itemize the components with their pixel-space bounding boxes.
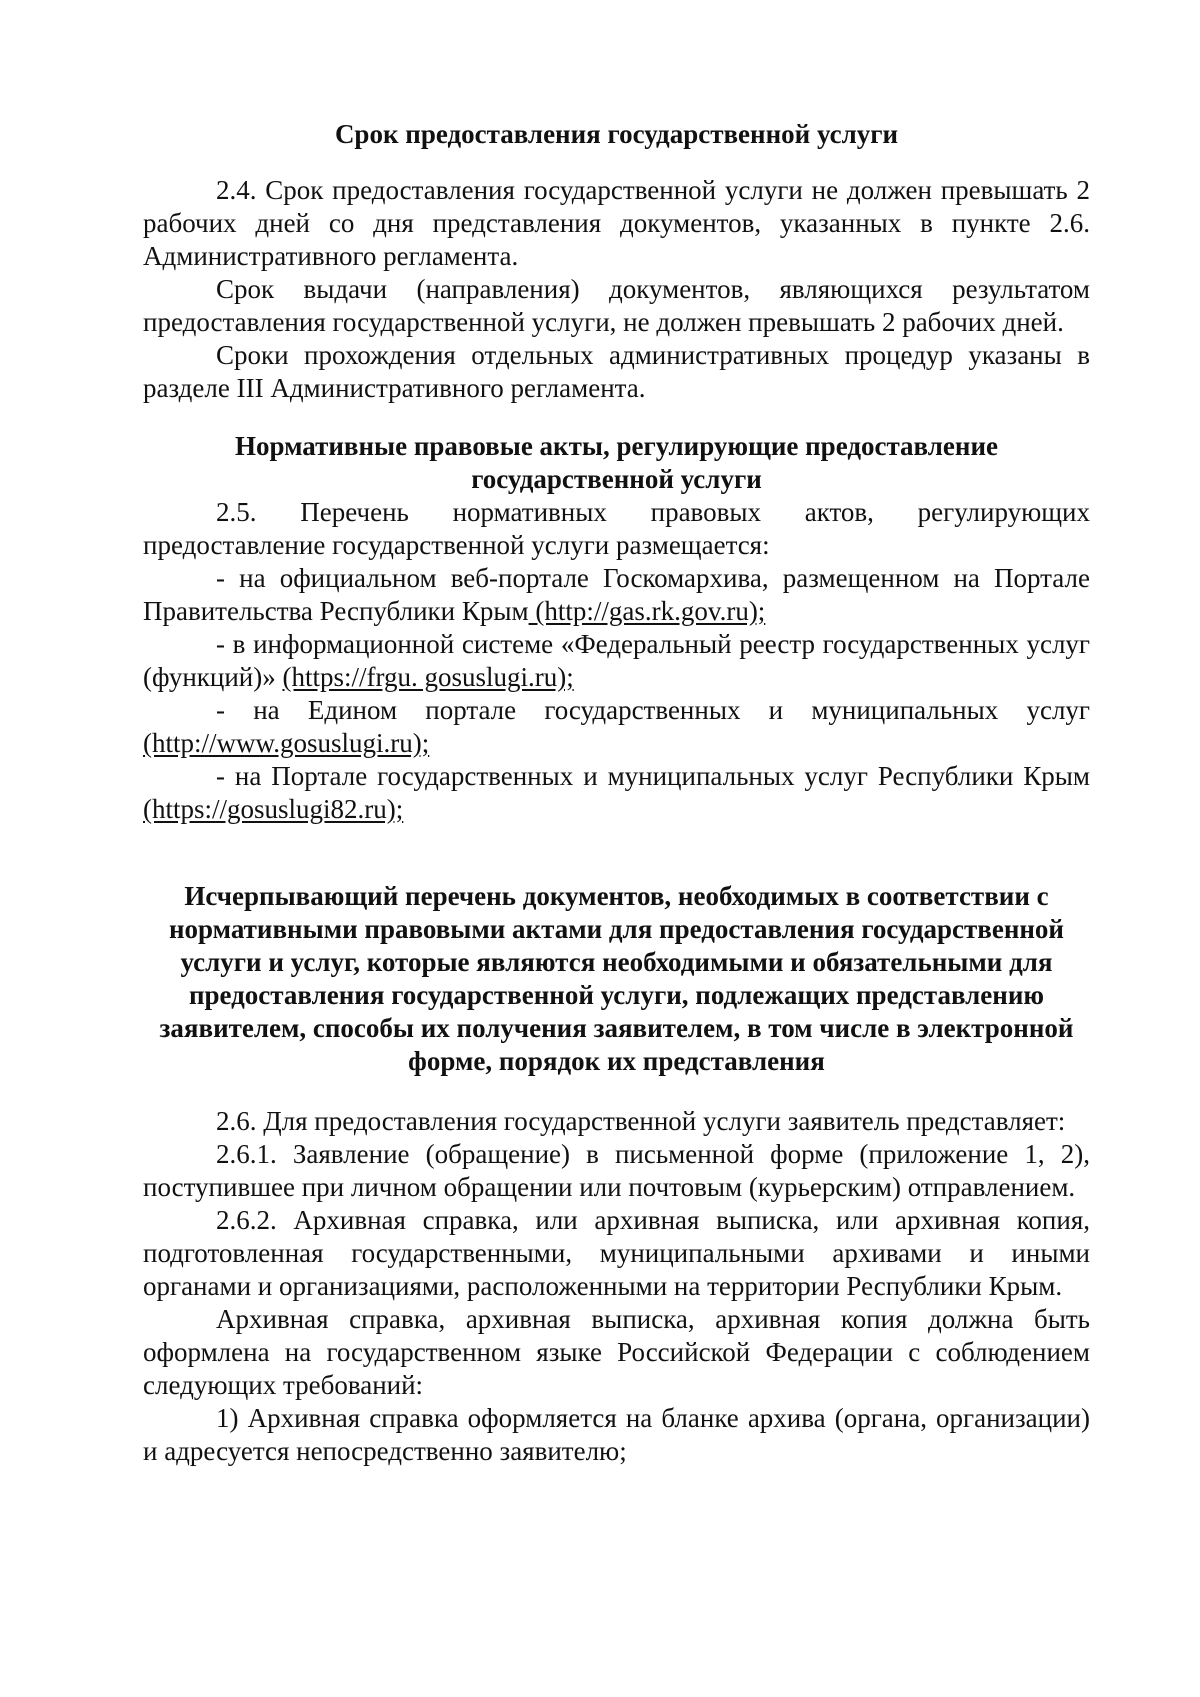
paragraph-2-6: 2.6. Для предоставления государственной услуги заявитель представляет: <box>216 1106 1066 1136</box>
frgu-link[interactable]: (https://frgu. gosuslugi.ru); <box>282 662 574 692</box>
list-item-text: - на Портале государственных и муниципальных услуг Республики Крым <box>216 761 1090 791</box>
paragraph-2-5: 2.5. Перечень нормативных правовых актов, регулирующих предоставление государственной услуги размещается: <box>143 497 1090 560</box>
paragraph-requirement-1: 1) Архивная справка оформляется на бланке архива (органа, организации) и адресуется непосредственно заявителю; <box>143 1403 1090 1466</box>
list-item-frgu <box>143 628 1090 694</box>
paragraph-2-6-1: 2.6.1. Заявление (обращение) в письменной форме (приложение 1, 2), поступившее при личном обращении или почтовым (курьерским) отправлением. <box>143 1139 1090 1202</box>
section-heading-documents-list: Исчерпывающий перечень документов, необходимых в соответствии с нормативными правовыми актами для предоставления государственной услуги и услуг, которые являются необходимыми и обязательными для предоставления государственной услуги, подлежащих представлению заявителем, способы их получения заявителем, в том числе в электронной форме, порядок их представления <box>159 881 1074 1076</box>
paragraph-2-6-2: 2.6.2. Архивная справка, или архивная выписка, или архивная копия, подготовленная государственными, муниципальными архивами и иными органами и организациями, расположенными на территории Республики Крым. <box>143 1205 1090 1301</box>
document-page <box>143 118 1090 1468</box>
list-item-text: - в информационной системе «Федеральный реестр государственных услуг (функций)» <box>143 629 1090 692</box>
section-heading-legal-acts: Нормативные правовые акты, регулирующие предоставление государственной услуги <box>234 431 999 494</box>
list-item-text: - на Едином портале государственных и муниципальных услуг <box>216 695 1090 725</box>
gosuslugi-link[interactable]: (http://www.gosuslugi.ru); <box>143 728 430 758</box>
paragraph-requirements: Архивная справка, архивная выписка, архивная копия должна быть оформлена на государственном языке Российской Федерации с соблюдением следующих требований: <box>143 1304 1090 1400</box>
paragraph-procedure-deadlines: Сроки прохождения отдельных административных процедур указаны в разделе III Административного регламента. <box>143 340 1090 403</box>
list-item-text: - на официальном веб-портале Госкомархива, размещенном на Портале Правительства Республики Крым <box>143 563 1090 626</box>
gosuslugi82-link[interactable]: (https://gosuslugi82.ru); <box>143 794 404 824</box>
paragraph-2-4: 2.4. Срок предоставления государственной услуги не должен превышать 2 рабочих дней со дня представления документов, указанных в пункте 2.6. Административного регламента. <box>143 175 1090 271</box>
gas-portal-link[interactable]: (http://gas.rk.gov.ru); <box>528 596 766 626</box>
paragraph-issue-deadline: Срок выдачи (направления) документов, являющихся результатом предоставления государственной услуги, не должен превышать 2 рабочих дней. <box>143 274 1090 337</box>
list-item-gas-portal <box>143 562 1090 628</box>
list-item-gosuslugi82 <box>143 760 1090 826</box>
list-item-gosuslugi <box>143 694 1090 760</box>
section-heading-deadline: Срок предоставления государственной услуги <box>334 119 899 149</box>
